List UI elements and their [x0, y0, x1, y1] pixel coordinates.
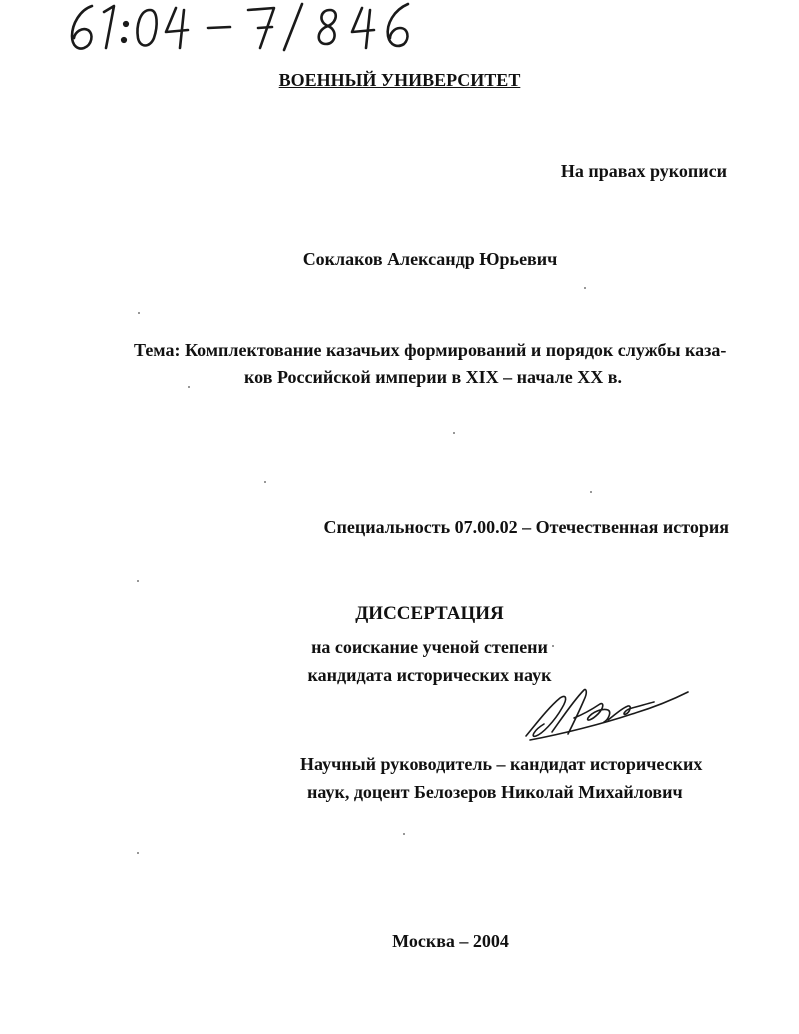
handwritten-archive-code: [62, 0, 452, 62]
scan-speck: [188, 386, 190, 388]
scan-speck: [264, 481, 266, 483]
scan-speck: [137, 852, 139, 854]
topic-line-1: Тема: Комплектование казачьих формирований и порядок службы каза-: [134, 340, 727, 360]
specialty-line: Специальность 07.00.02 – Отечественная история: [323, 517, 729, 537]
scan-speck: [138, 312, 140, 314]
university-name: ВОЕННЫЙ УНИВЕРСИТЕТ: [278, 70, 521, 90]
scan-speck: [137, 580, 139, 582]
scan-speck: [552, 645, 554, 647]
dissertation-degree-line-1: на соискание ученой степени: [311, 637, 548, 657]
topic-line-2: ков Российской империи в XIX – начале XX в.: [244, 367, 622, 387]
city-year: Москва – 2004: [392, 931, 509, 951]
scan-speck: [403, 833, 405, 835]
adviser-line-2: наук, доцент Белозеров Николай Михайлович: [307, 782, 683, 802]
adviser-line-1: Научный руководитель – кандидат исторических: [300, 754, 703, 774]
scan-speck: [453, 432, 455, 434]
scan-speck: [584, 287, 586, 289]
signature: [522, 684, 692, 744]
author-name: Соклаков Александр Юрьевич: [302, 249, 558, 269]
dissertation-degree-line-2: кандидата исторических наук: [307, 665, 552, 685]
scan-speck: [590, 491, 592, 493]
dissertation-title: ДИССЕРТАЦИЯ: [355, 603, 504, 624]
rights-note: На правах рукописи: [560, 161, 727, 181]
